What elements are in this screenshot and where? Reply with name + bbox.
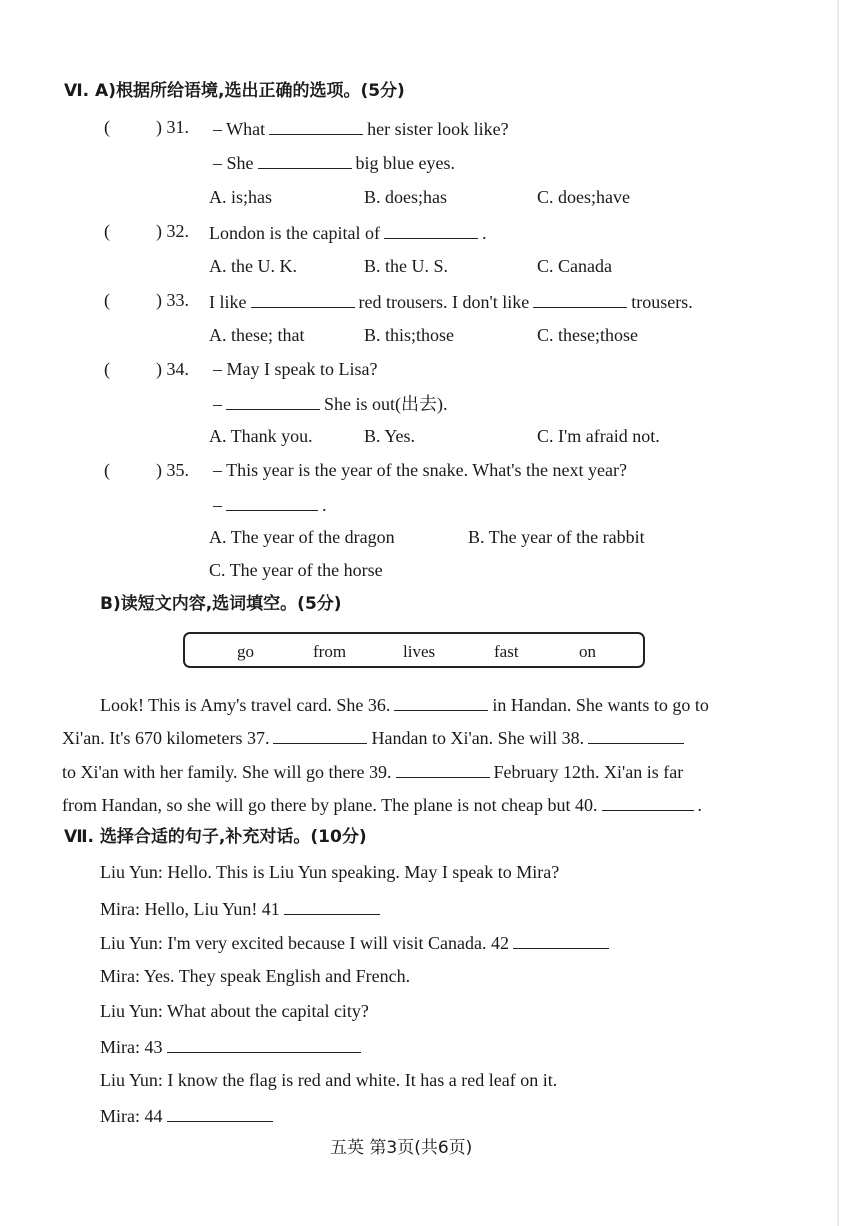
question-32-line1: London is the capital of . — [209, 220, 486, 244]
word-bank-item: go — [237, 642, 254, 661]
dialogue-line: Liu Yun: I'm very excited because I will visit Canada. 42 — [100, 930, 613, 954]
question-number-31: ) 31. — [156, 117, 189, 137]
word-bank-box — [183, 632, 645, 668]
option-b: B. The year of the rabbit — [468, 527, 645, 547]
dialogue-line: Mira: 43 — [100, 1034, 365, 1058]
section-7-heading: Ⅶ. 选择合适的句子,补充对话。(10分) — [64, 827, 367, 847]
section-6b-heading: B)读短文内容,选词填空。(5分) — [100, 594, 342, 614]
answer-paren-open: ( — [104, 290, 110, 310]
answer-paren-open: ( — [104, 359, 110, 379]
option-c: C. Canada — [537, 256, 612, 276]
option-a: A. the U. K. — [209, 256, 297, 276]
dialogue-line: Liu Yun: What about the capital city? — [100, 1001, 369, 1021]
answer-blank — [396, 759, 490, 778]
option-a: A. is;has — [209, 187, 272, 207]
dialogue-line: Mira: 44 — [100, 1103, 277, 1127]
question-34-line1: – May I speak to Lisa? — [213, 359, 378, 379]
option-c: C. does;have — [537, 187, 630, 207]
answer-blank — [269, 116, 363, 135]
question-number-33: ) 33. — [156, 290, 189, 310]
option-c: C. The year of the horse — [209, 560, 383, 580]
answer-blank — [533, 289, 627, 308]
option-a: A. The year of the dragon — [209, 527, 395, 547]
option-c: C. these;those — [537, 325, 638, 345]
option-b: B. Yes. — [364, 426, 416, 446]
question-31-line2: – She big blue eyes. — [213, 150, 455, 174]
answer-blank — [588, 725, 684, 744]
question-31-line1: – What her sister look like? — [213, 116, 509, 140]
answer-paren-open: ( — [104, 117, 110, 137]
option-a: A. these; that — [209, 325, 305, 345]
answer-blank — [513, 930, 609, 949]
dialogue-line: Mira: Yes. They speak English and French. — [100, 966, 411, 986]
option-a: A. Thank you. — [209, 426, 313, 446]
section-6a-heading: Ⅵ. A)根据所给语境,选出正确的选项。(5分) — [64, 81, 405, 101]
answer-blank — [226, 492, 318, 511]
question-number-35: ) 35. — [156, 460, 189, 480]
answer-blank — [284, 896, 380, 915]
word-bank-item: lives — [403, 642, 436, 661]
answer-blank — [258, 150, 352, 169]
dialogue-line: Liu Yun: Hello. This is Liu Yun speaking. May I speak to Mira? — [100, 862, 560, 882]
answer-blank — [394, 692, 488, 711]
answer-blank — [251, 289, 355, 308]
passage-line-2: Xi'an. It's 670 kilometers 37. Handan to Xi'an. She will 38. — [62, 725, 688, 749]
dialogue-line: Liu Yun: I know the flag is red and white. It has a red leaf on it. — [100, 1070, 558, 1090]
question-35-line1: – This year is the year of the snake. What's the next year? — [213, 460, 627, 480]
answer-blank — [167, 1034, 361, 1053]
answer-blank — [602, 792, 694, 811]
word-bank-item: on — [579, 642, 596, 661]
question-34-line2: – She is out(出去). — [213, 391, 448, 415]
word-bank-item: from — [313, 642, 347, 661]
passage-line-1: Look! This is Amy's travel card. She 36. in Handan. She wants to go to — [100, 692, 709, 716]
option-c: C. I'm afraid not. — [537, 426, 660, 446]
passage-line-3: to Xi'an with her family. She will go there 39. February 12th. Xi'an is far — [62, 759, 683, 783]
option-b: B. does;has — [364, 187, 447, 207]
dialogue-line: Mira: Hello, Liu Yun! 41 — [100, 896, 384, 920]
page-edge-shadow — [837, 0, 839, 1226]
option-b: B. the U. S. — [364, 256, 449, 276]
answer-paren-open: ( — [104, 460, 110, 480]
answer-blank — [226, 391, 320, 410]
answer-blank — [273, 725, 367, 744]
answer-blank — [167, 1103, 273, 1122]
answer-blank — [384, 220, 478, 239]
word-bank-item: fast — [494, 642, 519, 661]
question-33-line1: I like red trousers. I don't like trousers. — [209, 289, 693, 313]
question-35-line2: – . — [213, 492, 327, 516]
page-footer: 五英 第3页(共6页) — [330, 1138, 473, 1158]
question-number-34: ) 34. — [156, 359, 189, 379]
option-b: B. this;those — [364, 325, 455, 345]
question-number-32: ) 32. — [156, 221, 189, 241]
answer-paren-open: ( — [104, 221, 110, 241]
passage-line-4: from Handan, so she will go there by plane. The plane is not cheap but 40. . — [62, 792, 702, 816]
